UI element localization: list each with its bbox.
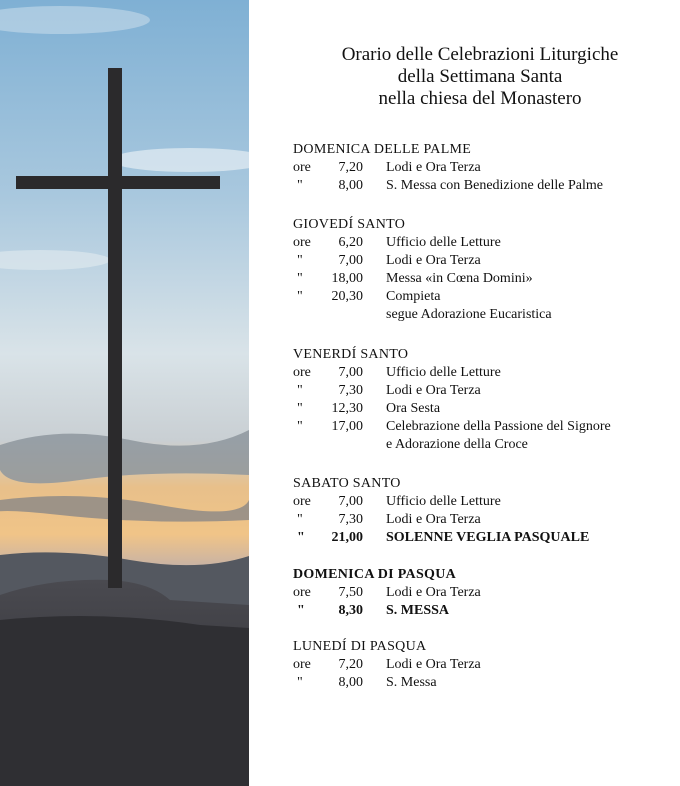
row-prefix: ": [297, 419, 303, 434]
row-time: 7,30: [338, 512, 363, 527]
schedule-row: [293, 306, 673, 324]
row-time: 8,00: [338, 675, 363, 690]
row-activity: Lodi e Ora Terza: [386, 383, 481, 398]
schedule-row: [293, 674, 673, 692]
title-line-3: nella chiesa del Monastero: [378, 88, 582, 109]
row-time: 18,00: [331, 271, 363, 286]
section-heading: SABATO SANTO: [293, 476, 401, 491]
row-activity: Lodi e Ora Terza: [386, 253, 481, 268]
cross-horizontal-beam: [16, 176, 220, 189]
row-activity: Lodi e Ora Terza: [386, 160, 481, 175]
section-lunedi-pasqua: [293, 638, 673, 692]
row-activity: Messa «in Cœna Domini»: [386, 271, 533, 286]
row-activity: Ufficio delle Letture: [386, 494, 501, 509]
section-heading: LUNEDÍ DI PASQUA: [293, 639, 427, 654]
row-prefix: ": [297, 271, 303, 286]
row-activity: S. Messa con Benedizione delle Palme: [386, 178, 603, 193]
cross-photo: [0, 0, 249, 786]
row-activity: segue Adorazione Eucaristica: [386, 307, 552, 322]
schedule-row: [293, 288, 673, 306]
row-activity: Ufficio delle Letture: [386, 365, 501, 380]
page-title: [300, 44, 660, 110]
row-prefix: ": [297, 253, 303, 268]
title-line-2: della Settimana Santa: [397, 66, 563, 87]
schedule-row: [293, 177, 673, 195]
schedule-row-highlight: [293, 529, 673, 547]
section-heading: GIOVEDÍ SANTO: [293, 217, 406, 232]
row-prefix: ": [297, 383, 303, 398]
row-prefix: ore: [293, 585, 311, 600]
row-prefix: ": [297, 401, 303, 416]
row-prefix: ": [297, 178, 303, 193]
row-prefix: ore: [293, 160, 311, 175]
row-activity: Celebrazione della Passione del Signore: [386, 419, 611, 434]
row-time: 7,20: [338, 160, 363, 175]
section-heading: DOMENICA DELLE PALME: [293, 142, 472, 157]
schedule-row: [293, 382, 673, 400]
row-prefix: ore: [293, 657, 311, 672]
row-time: 12,30: [331, 401, 363, 416]
row-activity: e Adorazione della Croce: [386, 437, 528, 452]
section-heading: VENERDÍ SANTO: [293, 347, 409, 362]
row-time: 8,30: [338, 603, 363, 618]
row-activity: S. MESSA: [386, 603, 450, 618]
row-time: 21,00: [331, 530, 363, 545]
schedule-row: [293, 159, 673, 177]
row-activity: Ora Sesta: [386, 401, 441, 416]
row-prefix: ": [297, 289, 303, 304]
row-activity: Lodi e Ora Terza: [386, 657, 481, 672]
schedule-row: [293, 270, 673, 288]
section-domenica-pasqua: [293, 566, 673, 620]
schedule-row: [293, 364, 673, 382]
schedule-row: [293, 252, 673, 270]
row-activity: S. Messa: [386, 675, 437, 690]
section-sabato-santo: [293, 475, 673, 547]
row-prefix: ": [297, 512, 303, 527]
cross-landscape-illustration: [0, 0, 249, 786]
row-activity: Lodi e Ora Terza: [386, 512, 481, 527]
schedule-row-highlight: [293, 602, 673, 620]
section-domenica-palme: [293, 141, 673, 195]
row-activity: Lodi e Ora Terza: [386, 585, 481, 600]
row-prefix: ": [297, 530, 305, 545]
row-time: 17,00: [331, 419, 363, 434]
row-time: 7,20: [338, 657, 363, 672]
schedule-row: [293, 584, 673, 602]
row-prefix: ore: [293, 235, 311, 250]
schedule-row: [293, 400, 673, 418]
row-prefix: ": [297, 675, 303, 690]
row-prefix: ore: [293, 365, 311, 380]
section-giovedi-santo: [293, 216, 673, 324]
row-time: 7,00: [338, 253, 363, 268]
row-activity: Ufficio delle Letture: [386, 235, 501, 250]
schedule-row: [293, 436, 673, 454]
row-time: 6,20: [338, 235, 363, 250]
section-venerdi-santo: [293, 346, 673, 454]
row-time: 20,30: [331, 289, 363, 304]
row-prefix: ore: [293, 494, 311, 509]
row-activity: SOLENNE VEGLIA PASQUALE: [386, 530, 590, 545]
schedule-row: [293, 511, 673, 529]
title-line-1: Orario delle Celebrazioni Liturgiche: [341, 44, 619, 65]
schedule-row: [293, 493, 673, 511]
row-prefix: ": [297, 603, 305, 618]
row-time: 7,50: [338, 585, 363, 600]
row-activity: Compieta: [386, 289, 441, 304]
schedule-row: [293, 418, 673, 436]
row-time: 7,30: [338, 383, 363, 398]
schedule-row: [293, 234, 673, 252]
row-time: 8,00: [338, 178, 363, 193]
cross-vertical-beam: [108, 68, 122, 588]
row-time: 7,00: [338, 365, 363, 380]
section-heading: DOMENICA DI PASQUA: [293, 567, 457, 582]
schedule-row: [293, 656, 673, 674]
row-time: 7,00: [338, 494, 363, 509]
